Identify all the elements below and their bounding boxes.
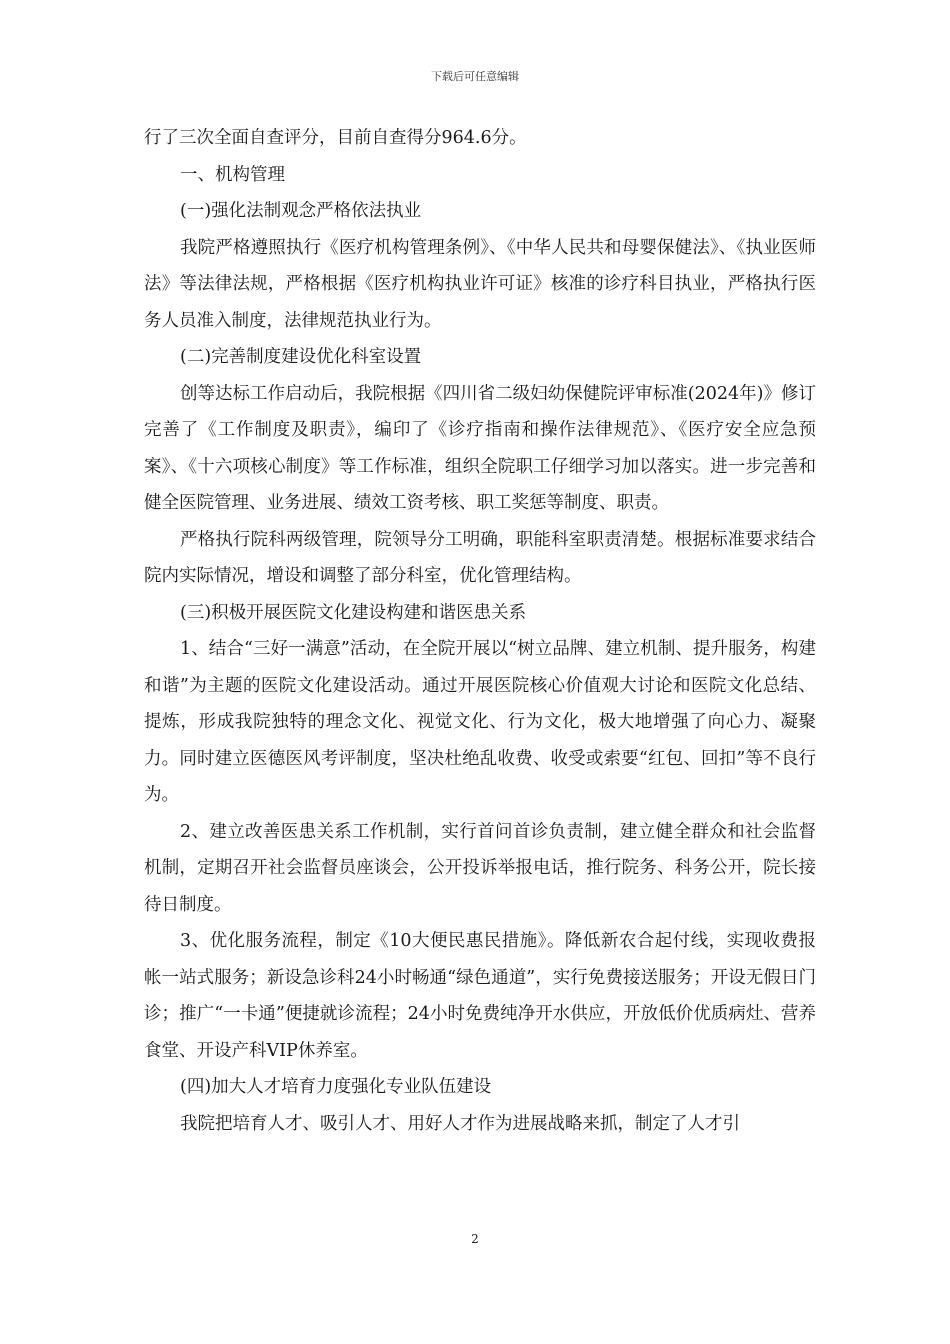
paragraph-system-building: 创等达标工作启动后，我院根据《四川省二级妇幼保健院评审标准(2024年)》修订完善了《工作制度及职责》，编印了《诊疗指南和操作法律规范》、《医疗安全应急预案》、《十六项核心制度》等工作标准，组织全院职工仔细学习加以落实。进一步完善和健全医院管理、业务进展、绩效工资考核、职工奖惩等制度、职责。	[144, 383, 816, 513]
paragraph-item-2: 2、建立改善医患关系工作机制，实行首问首诊负责制，建立健全群众和社会监督机制，定期召开社会监督员座谈会，公开投诉举报电话，推行院务、科务公开，院长接待日制度。	[144, 821, 816, 915]
page-number: 2	[471, 1232, 479, 1246]
document-body	[144, 120, 816, 1142]
paragraph-management: 严格执行院科两级管理，院领导分工明确，职能科室职责清楚。根据标准要求结合院内实际情况，增设和调整了部分科室，优化管理结构。	[144, 529, 816, 586]
subsection-heading-2: (二)完善制度建设优化科室设置	[180, 347, 422, 367]
paragraph-talent: 我院把培育人才、吸引人才、用好人才作为进展战略来抓，制定了人才引	[180, 1113, 740, 1134]
paragraph-law-compliance: 我院严格遵照执行《医疗机构管理条例》、《中华人民共和母婴保健法》、《执业医师法》等法律法规，严格根据《医疗机构执业许可证》核准的诊疗科目执业，严格执行医务人员准入制度，法律规范执业行为。	[144, 237, 816, 331]
subsection-heading-4: (四)加大人才培育力度强化专业队伍建设	[180, 1077, 492, 1097]
section-heading-1: 一、机构管理	[180, 164, 285, 185]
subsection-heading-3: (三)积极开展医院文化建设构建和谐医患关系	[180, 602, 527, 623]
paragraph-continuation: 行了三次全面自查评分，目前自查得分964.6分。	[144, 128, 527, 148]
paragraph-item-1: 1、结合“三好一满意”活动，在全院开展以“树立品牌、建立机制、提升服务，构建和谐”为主题的医院文化建设活动。通过开展医院核心价值观大讨论和医院文化总结、提炼，形成我院独特的理念文化、视觉文化、行为文化，极大地增强了向心力、凝聚力。同时建立医德医风考评制度，坚决杜绝乱收费、收受或索要“红包、回扣”等不良行为。	[144, 639, 816, 805]
subsection-heading-1: (一)强化法制观念严格依法执业	[180, 201, 422, 221]
paragraph-item-3: 3、优化服务流程，制定《10大便民惠民措施》。降低新农合起付线，实现收费报帐一站式服务；新设急诊科24小时畅通“绿色通道”，实行免费接送服务；开设无假日门诊；推广“一卡通”便捷就诊流程；24小时免费纯净开水供应，开放低价优质病灶、营养食堂、开设产科VIP休养室。	[144, 931, 816, 1061]
page-header: 下载后可任意编辑	[431, 70, 519, 83]
